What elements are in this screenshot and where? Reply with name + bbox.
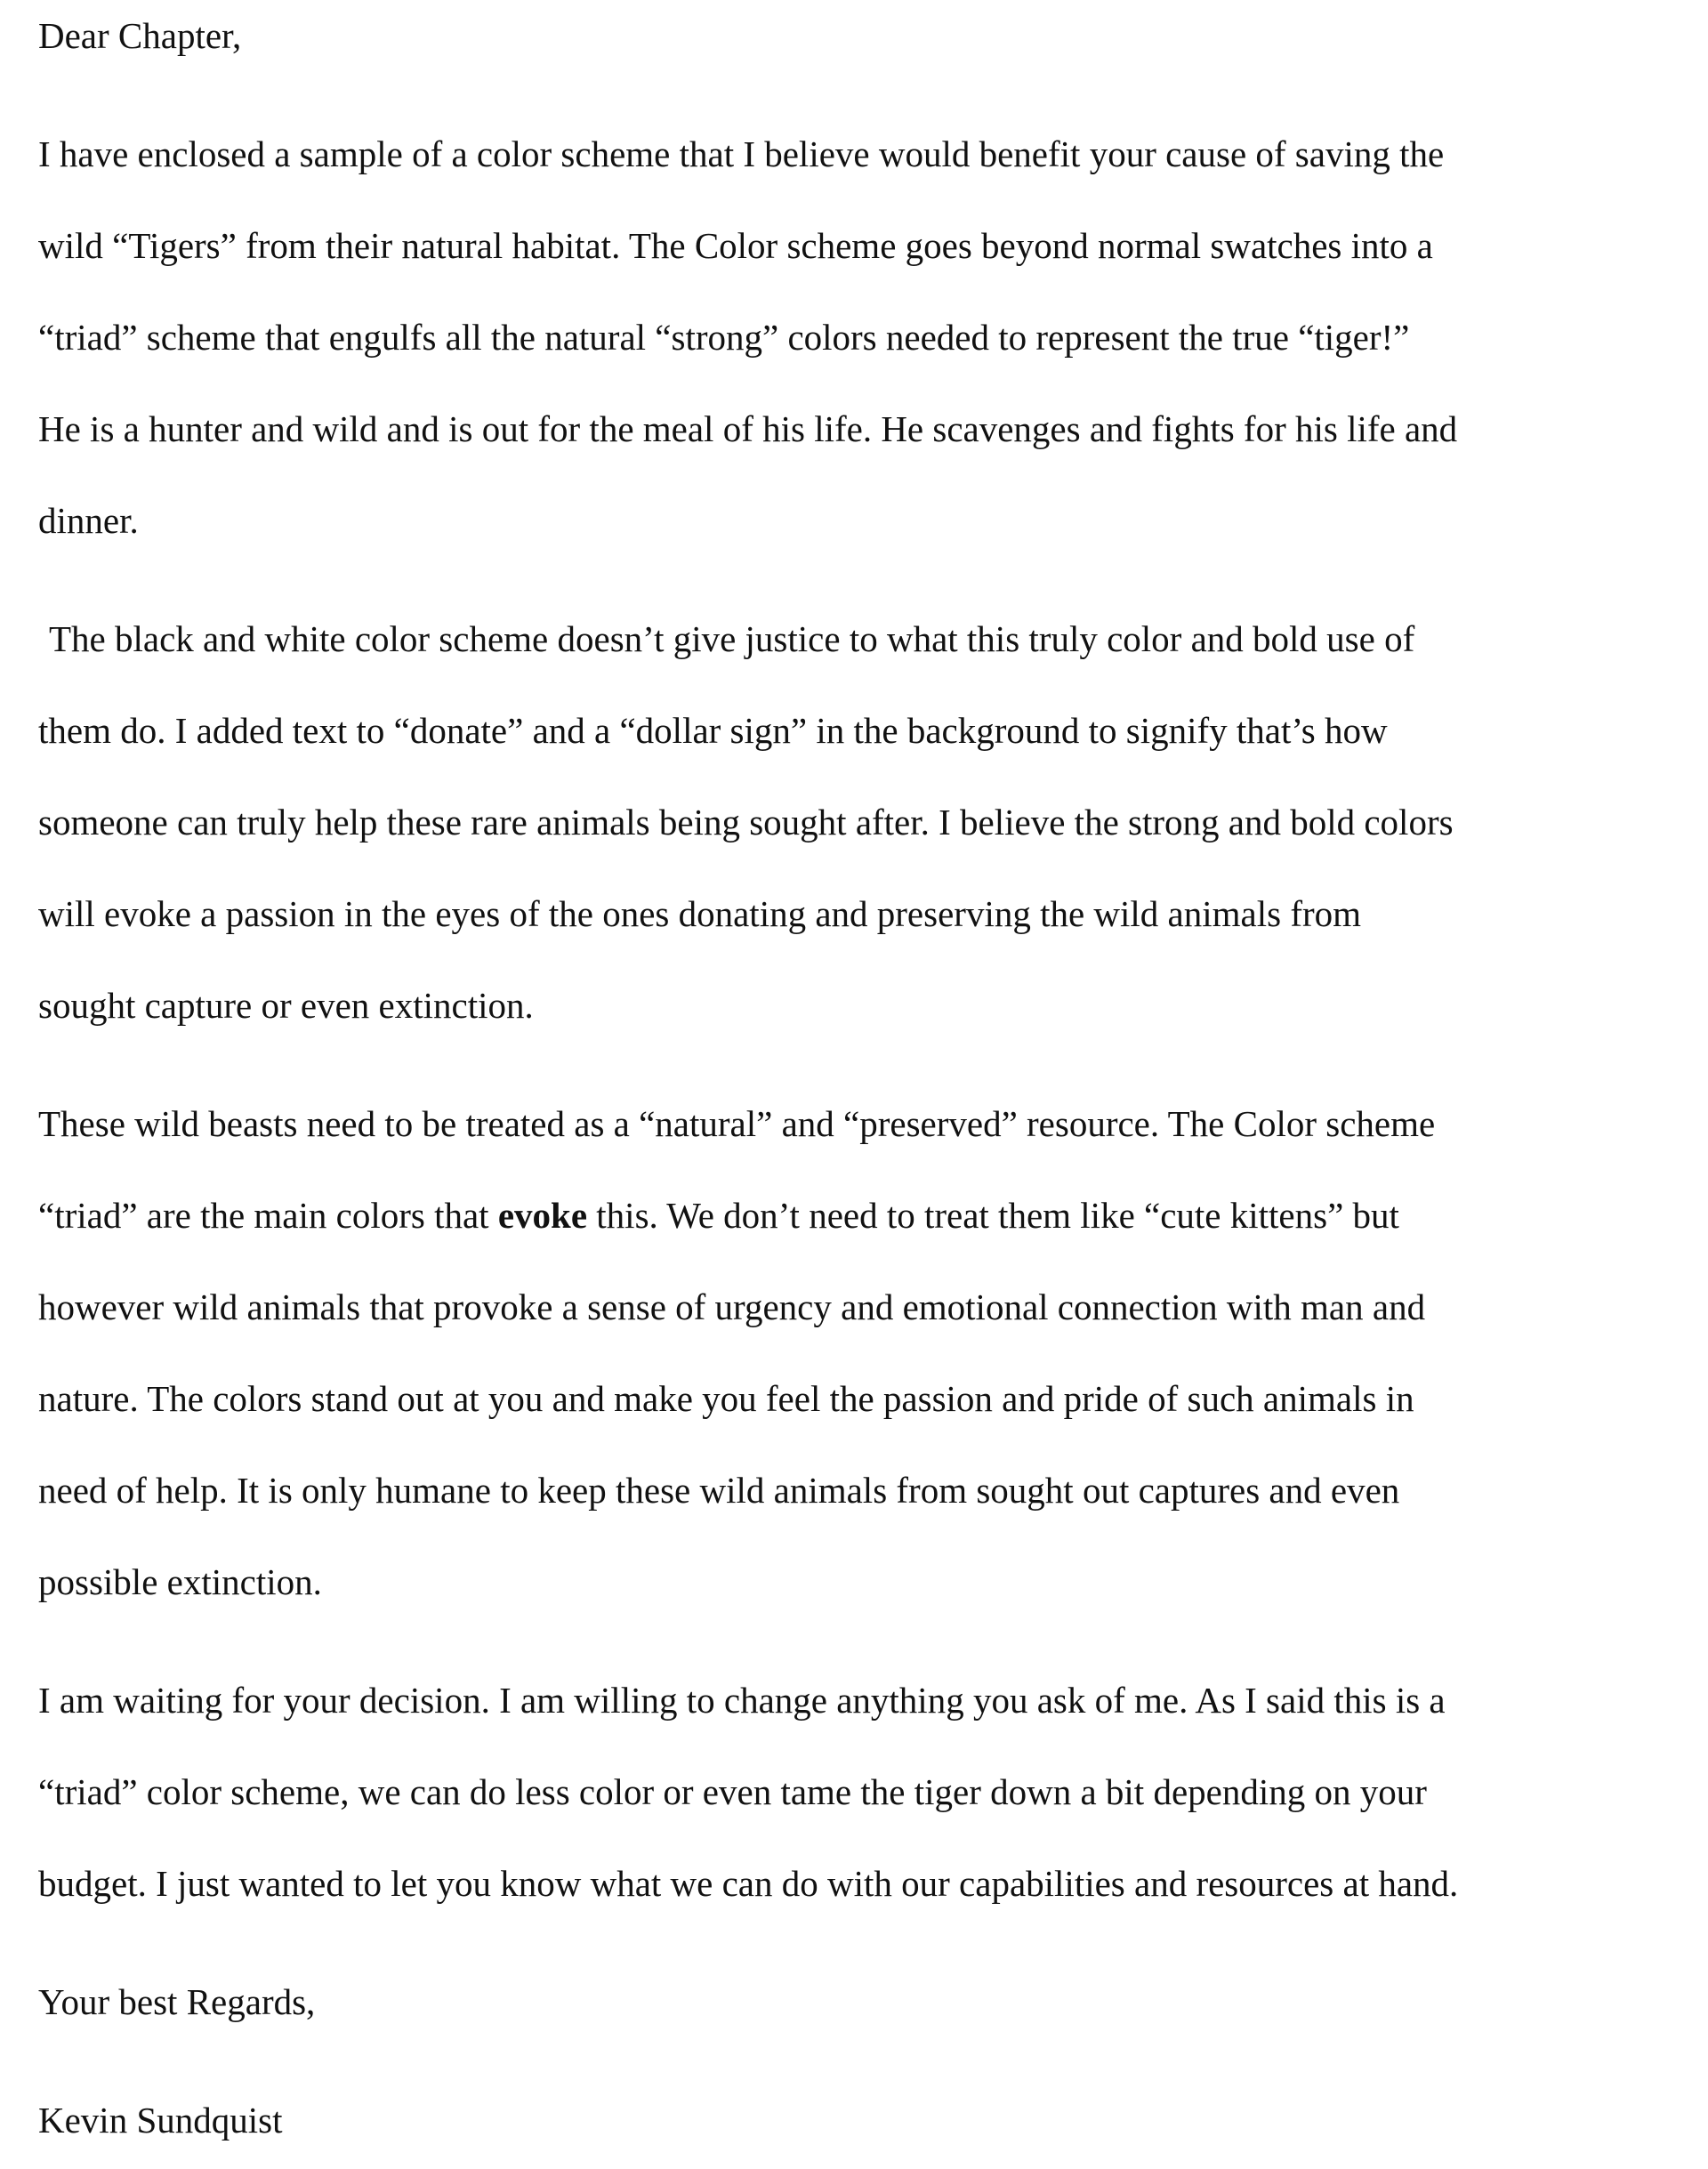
paragraph-line: I am waiting for your decision. I am willing to change anything you ask of me. As I said this is a	[38, 1680, 1446, 1721]
paragraph-line: “triad” color scheme, we can do less color or even tame the tiger down a bit depending on your	[38, 1771, 1427, 1812]
paragraph-line: nature. The colors stand out at you and make you feel the passion and pride of such animals in	[38, 1378, 1414, 1419]
signature: Kevin Sundquist	[38, 2100, 283, 2141]
text-run: “triad” are the main colors that	[38, 1195, 498, 1236]
paragraph-line: The black and white color scheme doesn’t give justice to what this truly color and bold use of	[49, 618, 1415, 659]
paragraph-line: “triad” scheme that engulfs all the natural “strong” colors needed to represent the true “tiger!”	[38, 317, 1410, 358]
paragraph-line: possible extinction.	[38, 1561, 322, 1602]
paragraph-line: sought capture or even extinction.	[38, 985, 534, 1026]
paragraph-line: budget. I just wanted to let you know what we can do with our capabilities and resources at hand.	[38, 1863, 1459, 1904]
paragraph-line: will evoke a passion in the eyes of the ones donating and preserving the wild animals from	[38, 893, 1362, 934]
paragraph-line: He is a hunter and wild and is out for the meal of his life. He scavenges and fights for his life and	[38, 408, 1458, 449]
paragraph-line: dinner.	[38, 500, 139, 541]
paragraph-line: I have enclosed a sample of a color scheme that I believe would benefit your cause of saving the	[38, 133, 1445, 174]
paragraph-line: however wild animals that provoke a sense of urgency and emotional connection with man and	[38, 1286, 1426, 1327]
paragraph-line: someone can truly help these rare animals being sought after. I believe the strong and bold colors	[38, 802, 1454, 843]
paragraph-line: wild “Tigers” from their natural habitat. The Color scheme goes beyond normal swatches into a	[38, 225, 1433, 266]
paragraph-line	[38, 1197, 1399, 1234]
paragraph-line: them do. I added text to “donate” and a “dollar sign” in the background to signify that’s how	[38, 710, 1388, 751]
closing: Your best Regards,	[38, 1981, 316, 2022]
paragraph-line: need of help. It is only humane to keep these wild animals from sought out captures and even	[38, 1470, 1400, 1511]
bold-word: evoke	[497, 1195, 588, 1236]
text-run: this. We don’t need to treat them like “cute kittens” but	[587, 1195, 1399, 1236]
paragraph-line: These wild beasts need to be treated as a “natural” and “preserved” resource. The Color scheme	[38, 1103, 1436, 1144]
salutation: Dear Chapter,	[38, 15, 242, 56]
